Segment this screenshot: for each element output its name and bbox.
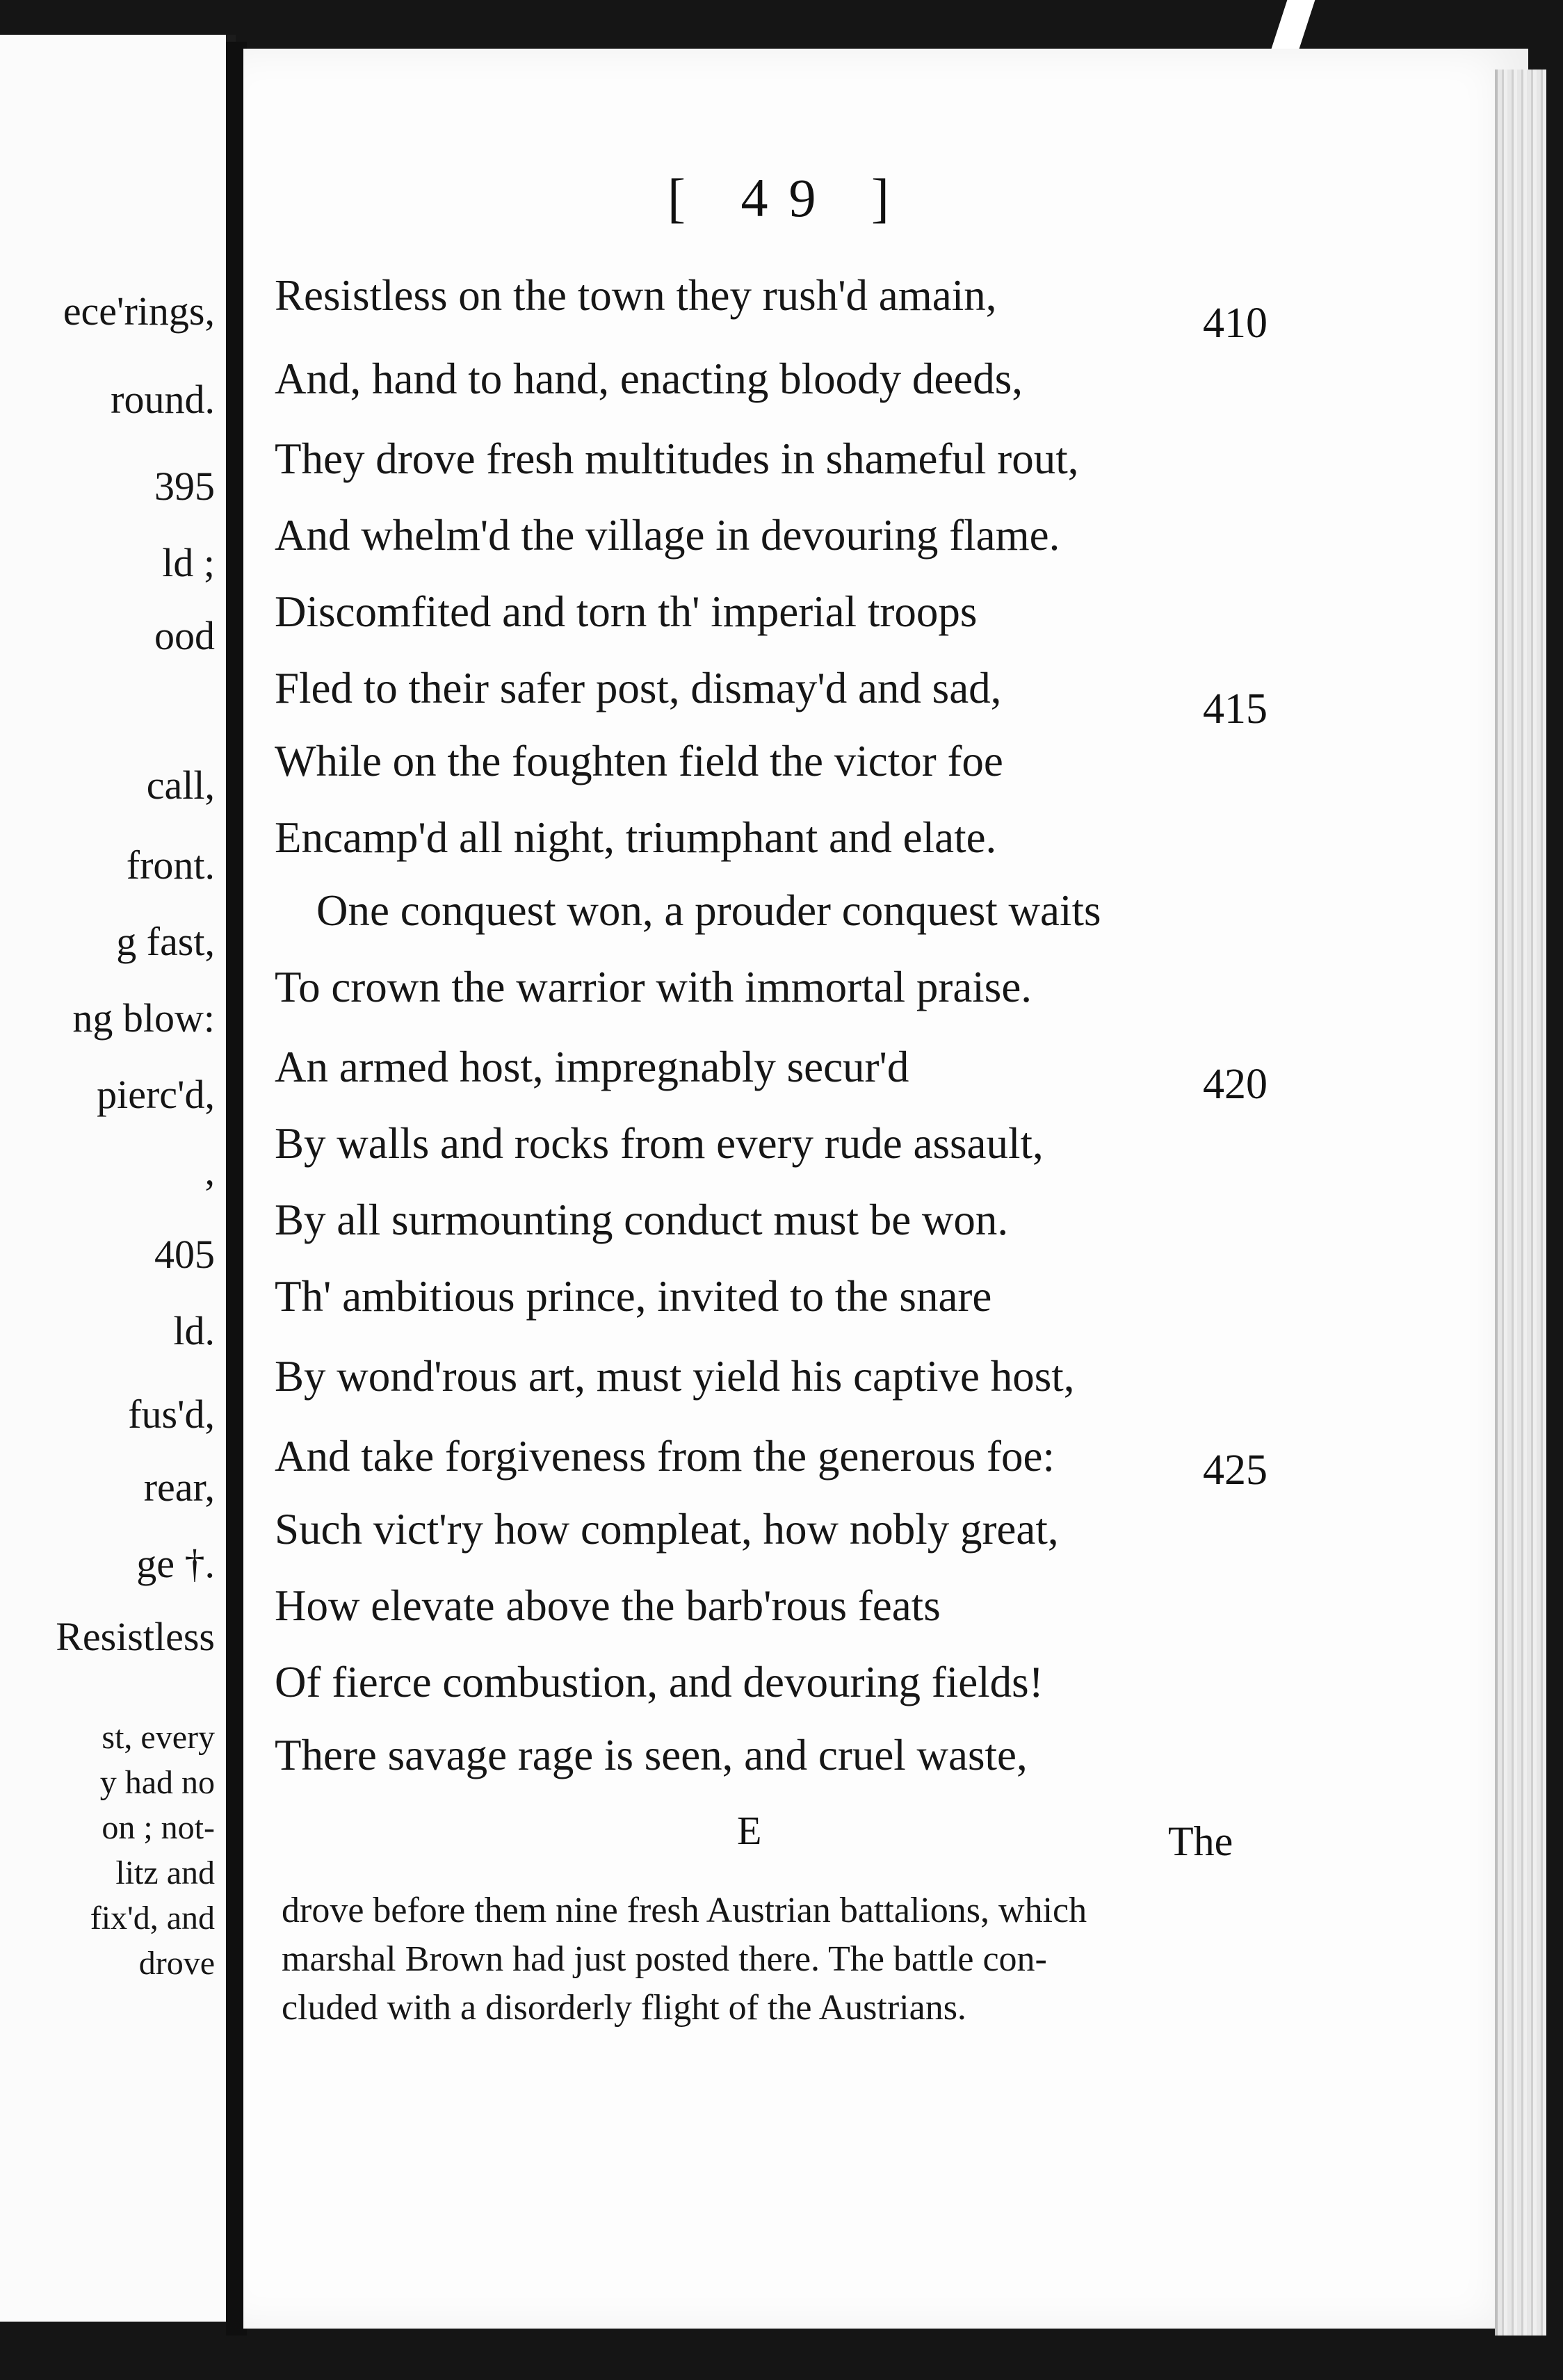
page-header: [ 49 ]: [667, 168, 910, 228]
footnote-line: cluded with a disorderly flight of the Austrians.: [282, 1988, 966, 2028]
verse-line: One conquest won, a prouder conquest waits: [316, 886, 1101, 935]
left-page-footnote-line: st, every: [102, 1719, 215, 1756]
left-page-footnote-line: on ; not-: [102, 1809, 215, 1846]
left-page-footnote-line: litz and: [115, 1855, 215, 1891]
left-page-line: round.: [111, 377, 215, 422]
verse-line: While on the foughten field the victor foe: [275, 737, 1003, 785]
catchword: The: [1168, 1818, 1233, 1864]
verse-line: An armed host, impregnably secur'd: [275, 1043, 909, 1091]
left-page-line: ood: [154, 613, 215, 658]
verse-line: To crown the warrior with immortal praise.: [275, 963, 1032, 1011]
left-page-line: Resistless: [56, 1614, 215, 1659]
footnote-line: marshal Brown had just posted there. The battle con-: [282, 1939, 1047, 1979]
left-page-line: pierc'd,: [97, 1072, 215, 1117]
verse-line: By wond'rous art, must yield his captive host,: [275, 1352, 1075, 1401]
left-page-line-number: 395: [154, 464, 215, 509]
left-page-line: fus'd,: [128, 1392, 215, 1437]
verse-line: Encamp'd all night, triumphant and elate.: [275, 813, 997, 862]
left-page-line: ng blow:: [72, 995, 215, 1041]
verse-line: By walls and rocks from every rude assault,: [275, 1119, 1044, 1168]
verse-line: And, hand to hand, enacting bloody deeds,: [275, 354, 1023, 403]
verse-line: By all surmounting conduct must be won.: [275, 1196, 1009, 1244]
line-number: 425: [1203, 1446, 1268, 1494]
verse-line: Of fierce combustion, and devouring fields!: [275, 1658, 1044, 1706]
verse-line: And whelm'd the village in devouring flame.: [275, 511, 1060, 560]
verse-line: Th' ambitious prince, invited to the snare: [275, 1272, 992, 1321]
left-page-line: call,: [146, 763, 215, 808]
left-page-line-number: 405: [154, 1232, 215, 1277]
page-edges: [1495, 70, 1546, 2336]
left-page-footnote-line: drove: [138, 1945, 215, 1982]
left-facing-page: [0, 35, 236, 2322]
verse-line: Discomfited and torn th' imperial troops: [275, 587, 978, 636]
left-page-line: ld.: [173, 1308, 215, 1353]
verse-line: Fled to their safer post, dismay'd and sad,: [275, 664, 1002, 712]
verse-line: There savage rage is seen, and cruel waste,: [275, 1731, 1028, 1779]
left-page-footnote-line: y had no: [99, 1764, 215, 1801]
left-page-line: g fast,: [116, 919, 215, 964]
left-page-line: front.: [126, 842, 215, 888]
verse-line: Such vict'ry how compleat, how nobly great,: [275, 1505, 1059, 1554]
verse-line: They drove fresh multitudes in shameful rout,: [275, 434, 1079, 483]
line-number: 415: [1203, 685, 1268, 733]
left-page-footnote-line: fix'd, and: [90, 1900, 215, 1937]
left-page-line: ge †.: [136, 1541, 215, 1586]
verse-line: How elevate above the barb'rous feats: [275, 1581, 941, 1630]
verse-line: Resistless on the town they rush'd amain,: [275, 271, 997, 320]
line-number: 420: [1203, 1061, 1268, 1108]
verse-line: And take forgiveness from the generous foe:: [275, 1432, 1055, 1481]
left-page-line: rear,: [143, 1465, 215, 1510]
signature-mark: E: [737, 1808, 762, 1853]
line-number: 410: [1203, 300, 1268, 347]
left-page-line: ,: [204, 1148, 215, 1193]
footnote-line: drove before them nine fresh Austrian battalions, which: [282, 1891, 1087, 1930]
left-page-line: ld ;: [162, 540, 215, 585]
left-page-line: ece'rings,: [63, 288, 215, 334]
